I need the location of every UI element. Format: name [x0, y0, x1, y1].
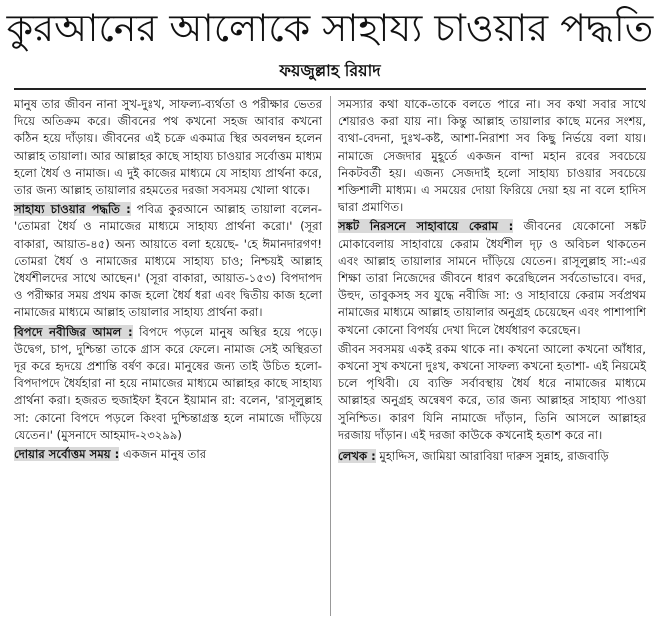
section-companions — [338, 218, 646, 338]
column-divider — [330, 96, 331, 616]
section-heading-help-method: সাহায্য চাওয়ার পদ্ধতি : — [14, 202, 131, 217]
section-heading-companions: সঙ্কট নিরসনে সাহাবায়ে কেরাম : — [338, 219, 514, 234]
article-author: ফয়জুল্লাহ রিয়াদ — [279, 61, 381, 80]
section-body-best-time: একজন মানুষ তার — [119, 447, 207, 462]
section-heading-best-time: দোয়ার সর্বোত্তম সময় : — [14, 447, 120, 462]
section-body-prophet-practice: বিপদে পড়লে মানুষ অস্থির হয়ে পড়ে। উদ্বেগ, চাপ, দুশ্চিন্তা তাকে গ্রাস করে ফেলে। নামাজ সেই অস্থিরতা দূর করে হৃদয়ে প্রশান্তি বর্ষণ করে। মানুষের জন্য তাই উচিত হলো- বিপদাপদে ধৈর্যহারা না হয়ে নামাজের মাধ্যমে আল্লাহর কাছে সাহায্য প্রার্থনা করা। হজরত হুজাইফা ইবনে ইয়ামান রা: বলেন, 'রাসূলুল্লাহ সা: কোনো বিপদে পড়লে কিংবা দুশ্চিন্তাগ্রস্ত হলে নামাজে দাঁড়িয়ে যেতেন।' (মুসনাদে আহমাদ-২৩২৯৯) — [14, 324, 323, 442]
section-body-companions: জীবনের যেকোনো সঙ্কট মোকাবেলায় সাহাবায়ে কেরাম ধৈর্যশীল দৃঢ় ও অবিচল থাকতেন এবং আল্লাহ তায়ালার সামনে দাঁড়িয়ে যেতেন। রাসূলুল্লাহ সা:-এর শিক্ষা তারা নিজেদের জীবনে ধারণ করেছিলেন সর্বতোভাবে। বদর, উহুদ, তাবুকসহ সব যুদ্ধে নবীজি সা: ও সাহাবায়ে কেরাম সর্বপ্রথম নামাজের মাধ্যমে আল্লাহ তায়ালার অনুগ্রহ চেয়েছেন এবং পাশাপাশি কখনো কোনো বিপর্যয় দেখা দিলে ধৈর্যধারণ করেছেন। — [338, 219, 646, 337]
continued-paragraph — [338, 96, 646, 216]
right-column — [338, 96, 646, 465]
byline-label: লেখক : — [338, 449, 376, 464]
title-divider — [14, 88, 646, 90]
article-title: কুরআনের আলোকে সাহায্য চাওয়ার পদ্ধতি — [6, 6, 654, 50]
section-body-help-method: পবিত্র কুরআনে আল্লাহ তায়ালা বলেন- 'তোমরা ধৈর্য ও নামাজের মাধ্যমে সাহায্য প্রার্থনা করো।' (সূরা বাকারা, আয়াত-৪৫) অন্য আয়াতে বলা হয়েছে- 'হে ঈমানদারগণ! তোমরা ধৈর্য ও নামাজের মাধ্যমে সাহায্য চাও; নিশ্চয়ই আল্লাহ ধৈর্যশীলদের সাথে আছেন।' (সূরা বাকারা, আয়াত-১৫৩) বিপদাপদ ও পরীক্ষার সময় প্রথম কাজ হলো ধৈর্য ধরা এবং দ্বিতীয় কাজ হলো নামাজের মাধ্যমে আল্লাহ তায়ালার সাহায্য প্রার্থনা করা। — [14, 202, 322, 320]
author-byline — [338, 448, 646, 465]
byline-text: মুহাদ্দিস, জামিয়া আরাবিয়া দারুস সুন্নাহ, রাজবাড়ি — [375, 449, 609, 464]
section-prophet-practice — [14, 324, 322, 444]
intro-text: মানুষ তার জীবন নানা সুখ-দুঃখ, সাফল্য-ব্যর্থতা ও পরীক্ষার ভেতর দিয়ে অতিক্রম করে। জীবনের পথ কখনো সহজ আবার কখনো কঠিন হয়ে দাঁড়ায়। জীবনের এই চক্রে একমাত্র স্থির অবলম্বন হলেন আল্লাহ তায়ালা। আর আল্লাহর কাছে সাহায্য চাওয়ার সর্বোত্তম মাধ্যম হলো ধৈর্য ও নামাজ। এ দুই কাজের মাধ্যমে যে সাহায্য প্রার্থনা করে, তার জন্য আল্লাহ তায়ালার রহমতের দরজা সবসময় খোলা থাকে। — [14, 97, 322, 198]
closing-text: জীবন সবসময় একই রকম থাকে না। কখনো আলো কখনো আঁধার, কখনো সুখ কখনো দুঃখ, কখনো সাফল্য কখনো হতাশা- এই নিয়মেই চলে পৃথিবী। যে ব্যক্তি সর্বাবস্থায় ধৈর্য ধরে নামাজের মাধ্যমে আল্লাহর অনুগ্রহ অন্বেষণ করে, তার জন্য আল্লাহর সাহায্য পাওয়া সুনিশ্চিত। কারণ যিনি নামাজে দাঁড়ান, তিনি আসলে আল্লাহর দরজায় দাঁড়ান। এই দরজা কাউকে কখনোই হতাশ করে না। — [338, 341, 646, 442]
section-heading-prophet-practice: বিপদে নবীজির আমল : — [14, 324, 133, 339]
closing-paragraph — [338, 341, 646, 444]
section-best-time — [14, 446, 322, 463]
continued-text: সমস্যার কথা যাকে-তাকে বলতে পারে না। সব কথা সবার সাথে শেয়ারও করা যায় না। কিন্তু আল্লাহ তায়ালার কাছে মনের সংশয়, ব্যথা-বেদনা, দুঃখ-কষ্ট, আশা-নিরাশা সব কিছু নির্ভয়ে বলা যায়। নামাজে সেজদার মুহূর্তে একজন বান্দা মহান রবের সবচেয়ে নিকটবর্তী হয়। এজন্য সেজদাই হলো সাহায্য চাওয়ার সবচেয়ে শক্তিশালী মাধ্যম। এ সময়ের দোয়া ফিরিয়ে দেয়া হয় না বলে হাদিস দ্বারা প্রমাণিত। — [338, 97, 646, 215]
left-column — [14, 96, 322, 463]
intro-paragraph — [14, 96, 322, 199]
section-help-method — [14, 201, 322, 321]
